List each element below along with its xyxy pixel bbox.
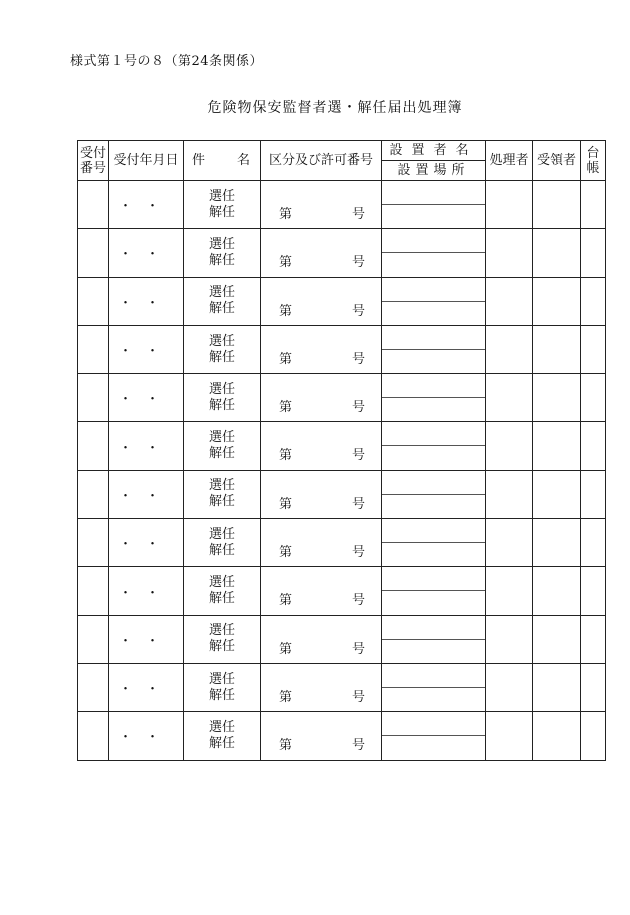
receiver-cell[interactable]	[533, 567, 581, 615]
divider	[382, 639, 485, 640]
receipt-no-cell[interactable]	[78, 663, 109, 711]
receipt-date-cell[interactable]: ・・	[109, 519, 184, 567]
table-row	[78, 567, 606, 615]
ledger-cell[interactable]	[581, 277, 606, 325]
appoint-label: 選任	[208, 671, 235, 687]
table-row	[78, 422, 606, 470]
processor-cell[interactable]	[486, 277, 533, 325]
processor-cell[interactable]	[486, 422, 533, 470]
receipt-no-cell[interactable]	[78, 325, 109, 373]
subject-cell[interactable]	[184, 422, 261, 470]
divider	[382, 542, 485, 543]
table-row	[78, 519, 606, 567]
receiver-cell[interactable]	[533, 229, 581, 277]
dai-label: 第	[279, 545, 293, 561]
processor-cell[interactable]	[486, 229, 533, 277]
header-permit-no: 区分及び許可番号	[261, 141, 382, 181]
subject-cell[interactable]	[184, 181, 261, 229]
permit-no-cell[interactable]	[261, 325, 382, 373]
divider	[382, 735, 485, 736]
dai-label: 第	[279, 641, 293, 657]
table-row	[78, 229, 606, 277]
register-body	[78, 181, 606, 761]
processor-cell[interactable]	[486, 615, 533, 663]
ledger-cell[interactable]	[581, 663, 606, 711]
installer-cell[interactable]	[382, 422, 486, 470]
appoint-label: 選任	[208, 575, 235, 591]
ledger-cell[interactable]	[581, 229, 606, 277]
dismiss-label: 解任	[208, 349, 235, 365]
processor-cell[interactable]	[486, 712, 533, 760]
dismiss-label: 解任	[208, 687, 235, 703]
installer-cell[interactable]	[382, 325, 486, 373]
receipt-no-cell[interactable]	[78, 374, 109, 422]
go-label: 号	[351, 351, 365, 367]
receipt-no-cell[interactable]	[78, 277, 109, 325]
receipt-date-cell[interactable]: ・・	[109, 712, 184, 760]
processor-cell[interactable]	[486, 374, 533, 422]
receiver-cell[interactable]	[533, 712, 581, 760]
go-label: 号	[351, 545, 365, 561]
receiver-cell[interactable]	[533, 519, 581, 567]
receipt-date-cell[interactable]: ・・	[109, 422, 184, 470]
receipt-no-cell[interactable]	[78, 422, 109, 470]
table-row	[78, 470, 606, 518]
dai-label: 第	[279, 689, 293, 705]
appoint-label: 選任	[208, 526, 235, 542]
dismiss-label: 解任	[208, 301, 235, 317]
appoint-label: 選任	[208, 333, 235, 349]
permit-no-cell[interactable]	[261, 229, 382, 277]
dai-label: 第	[279, 303, 293, 319]
receipt-date-cell[interactable]: ・・	[109, 567, 184, 615]
dismiss-label: 解任	[208, 639, 235, 655]
divider	[382, 301, 485, 302]
installer-cell[interactable]	[382, 470, 486, 518]
installer-cell[interactable]	[382, 712, 486, 760]
dai-label: 第	[279, 448, 293, 464]
processor-cell[interactable]	[486, 519, 533, 567]
appoint-label: 選任	[208, 285, 235, 301]
subject-cell[interactable]	[184, 277, 261, 325]
ledger-cell[interactable]	[581, 567, 606, 615]
ledger-cell[interactable]	[581, 181, 606, 229]
subject-cell[interactable]	[184, 712, 261, 760]
header-installation-place: 設置場所	[382, 161, 486, 181]
table-row	[78, 712, 606, 760]
permit-no-cell[interactable]	[261, 615, 382, 663]
receipt-no-cell[interactable]	[78, 470, 109, 518]
installer-cell[interactable]	[382, 277, 486, 325]
installer-cell[interactable]	[382, 374, 486, 422]
go-label: 号	[351, 303, 365, 319]
go-label: 号	[351, 255, 365, 271]
subject-cell[interactable]	[184, 663, 261, 711]
receipt-date-cell[interactable]: ・・	[109, 229, 184, 277]
receipt-date-cell[interactable]: ・・	[109, 277, 184, 325]
dismiss-label: 解任	[208, 397, 235, 413]
subject-cell[interactable]	[184, 229, 261, 277]
receipt-date-cell[interactable]: ・・	[109, 181, 184, 229]
go-label: 号	[351, 689, 365, 705]
dai-label: 第	[279, 496, 293, 512]
appoint-label: 選任	[208, 478, 235, 494]
processor-cell[interactable]	[486, 663, 533, 711]
dismiss-label: 解任	[208, 735, 235, 751]
divider	[382, 445, 485, 446]
table-row	[78, 663, 606, 711]
dismiss-label: 解任	[208, 494, 235, 510]
dai-label: 第	[279, 738, 293, 754]
table-row	[78, 615, 606, 663]
go-label: 号	[351, 496, 365, 512]
dai-label: 第	[279, 351, 293, 367]
dismiss-label: 解任	[208, 204, 235, 220]
appoint-label: 選任	[208, 623, 235, 639]
receipt-date-cell[interactable]: ・・	[109, 325, 184, 373]
go-label: 号	[351, 641, 365, 657]
receiver-cell[interactable]	[533, 422, 581, 470]
divider	[382, 252, 485, 253]
ledger-cell[interactable]	[581, 712, 606, 760]
permit-no-cell[interactable]	[261, 567, 382, 615]
subject-cell[interactable]	[184, 615, 261, 663]
processor-cell[interactable]	[486, 470, 533, 518]
ledger-cell[interactable]	[581, 470, 606, 518]
receipt-no-cell[interactable]	[78, 567, 109, 615]
receipt-no-cell[interactable]	[78, 181, 109, 229]
dismiss-label: 解任	[208, 446, 235, 462]
header-row-1	[78, 141, 606, 161]
ledger-cell[interactable]	[581, 519, 606, 567]
ledger-cell[interactable]	[581, 325, 606, 373]
header-processor: 処理者	[486, 141, 533, 181]
receiver-cell[interactable]	[533, 615, 581, 663]
go-label: 号	[351, 448, 365, 464]
divider	[382, 397, 485, 398]
header-receipt-no: 受付 番号	[78, 141, 109, 181]
receipt-no-cell[interactable]	[78, 519, 109, 567]
permit-no-cell[interactable]	[261, 519, 382, 567]
receiver-cell[interactable]	[533, 663, 581, 711]
appoint-label: 選任	[208, 719, 235, 735]
dismiss-label: 解任	[208, 591, 235, 607]
divider	[382, 349, 485, 350]
appoint-label: 選任	[208, 188, 235, 204]
dai-label: 第	[279, 255, 293, 271]
receipt-date-cell[interactable]: ・・	[109, 374, 184, 422]
divider	[382, 687, 485, 688]
go-label: 号	[351, 207, 365, 222]
subject-cell[interactable]	[184, 567, 261, 615]
subject-cell[interactable]	[184, 519, 261, 567]
installer-cell[interactable]	[382, 567, 486, 615]
ledger-cell[interactable]	[581, 374, 606, 422]
permit-no-cell[interactable]	[261, 181, 382, 229]
receiver-cell[interactable]	[533, 470, 581, 518]
processor-cell[interactable]	[486, 325, 533, 373]
header-receiver: 受領者	[533, 141, 581, 181]
installer-cell[interactable]	[382, 229, 486, 277]
installer-cell[interactable]	[382, 181, 486, 229]
table-row	[78, 325, 606, 373]
form-number: 様式第１号の８（第24条関係）	[70, 54, 264, 69]
subject-cell[interactable]	[184, 325, 261, 373]
subject-cell[interactable]	[184, 470, 261, 518]
dismiss-label: 解任	[208, 542, 235, 558]
ledger-cell[interactable]	[581, 422, 606, 470]
go-label: 号	[351, 400, 365, 416]
receiver-cell[interactable]	[533, 325, 581, 373]
divider	[382, 590, 485, 591]
dai-label: 第	[279, 593, 293, 609]
receipt-date-cell[interactable]: ・・	[109, 663, 184, 711]
receipt-date-cell[interactable]: ・・	[109, 470, 184, 518]
permit-no-cell[interactable]	[261, 277, 382, 325]
receipt-no-cell[interactable]	[78, 229, 109, 277]
installer-cell[interactable]	[382, 519, 486, 567]
dai-label: 第	[279, 207, 293, 222]
appoint-label: 選任	[208, 381, 235, 397]
permit-no-cell[interactable]	[261, 374, 382, 422]
installer-cell[interactable]	[382, 615, 486, 663]
document-title: 危険物保安監督者選・解任届出処理簿	[207, 100, 463, 116]
header-ledger: 台 帳	[581, 141, 606, 181]
receiver-cell[interactable]	[533, 181, 581, 229]
receipt-no-cell[interactable]	[78, 615, 109, 663]
processor-cell[interactable]	[486, 567, 533, 615]
divider	[382, 204, 485, 205]
header-subject: 件 名	[184, 141, 261, 181]
receiver-cell[interactable]	[533, 277, 581, 325]
go-label: 号	[351, 593, 365, 609]
permit-no-cell[interactable]	[261, 422, 382, 470]
permit-no-cell[interactable]	[261, 712, 382, 760]
appoint-label: 選任	[208, 236, 235, 252]
register-table	[77, 140, 606, 761]
table-row	[78, 277, 606, 325]
table-row	[78, 374, 606, 422]
table-row	[78, 181, 606, 229]
dai-label: 第	[279, 400, 293, 416]
processor-cell[interactable]	[486, 181, 533, 229]
installer-cell[interactable]	[382, 663, 486, 711]
appoint-label: 選任	[208, 430, 235, 446]
header-installer-name: 設置者名	[382, 141, 486, 161]
dismiss-label: 解任	[208, 252, 235, 268]
receipt-date-cell[interactable]: ・・	[109, 615, 184, 663]
receiver-cell[interactable]	[533, 374, 581, 422]
subject-cell[interactable]	[184, 374, 261, 422]
receipt-no-cell[interactable]	[78, 712, 109, 760]
ledger-cell[interactable]	[581, 615, 606, 663]
permit-no-cell[interactable]	[261, 470, 382, 518]
header-receipt-date: 受付年月日	[109, 141, 184, 181]
permit-no-cell[interactable]	[261, 663, 382, 711]
go-label: 号	[351, 738, 365, 754]
divider	[382, 494, 485, 495]
